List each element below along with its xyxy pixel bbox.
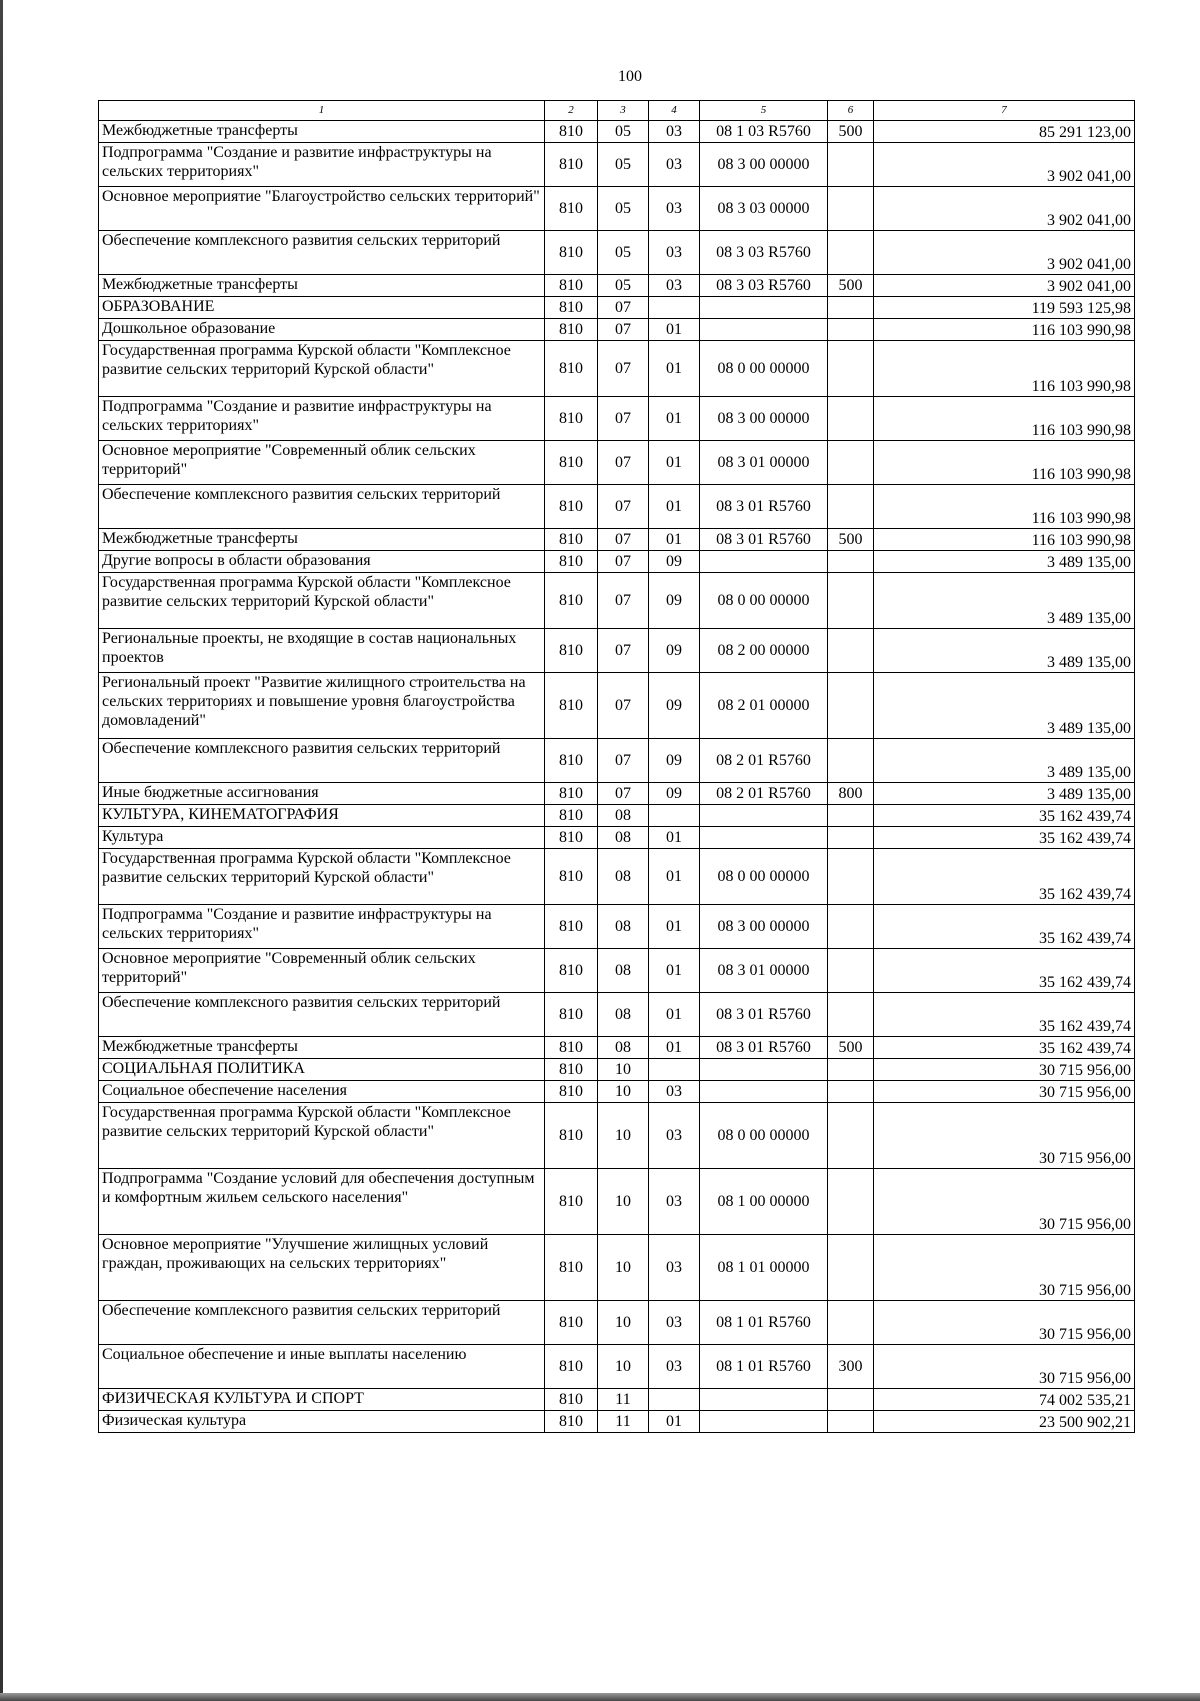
item-name: Обеспечение комплексного развития сельских территорий — [99, 485, 545, 529]
expense-type-code — [828, 1301, 874, 1345]
ministry-code: 810 — [545, 1345, 598, 1389]
section-code: 05 — [598, 231, 649, 275]
expense-type-code: 500 — [828, 529, 874, 551]
subsection-code: 03 — [649, 1103, 700, 1169]
subsection-code: 09 — [649, 673, 700, 739]
section-code: 08 — [598, 949, 649, 993]
subsection-code: 03 — [649, 143, 700, 187]
column-number: 3 — [598, 101, 649, 121]
subsection-code: 01 — [649, 993, 700, 1037]
target-item-code: 08 3 03 R5760 — [700, 231, 828, 275]
expense-type-code — [828, 827, 874, 849]
section-code: 10 — [598, 1169, 649, 1235]
item-name: Иные бюджетные ассигнования — [99, 783, 545, 805]
target-item-code: 08 3 01 R5760 — [700, 485, 828, 529]
item-name: Физическая культура — [99, 1411, 545, 1433]
subsection-code: 01 — [649, 485, 700, 529]
item-name: Другие вопросы в области образования — [99, 551, 545, 573]
ministry-code: 810 — [545, 1169, 598, 1235]
amount: 3 902 041,00 — [874, 275, 1135, 297]
item-name: Основное мероприятие "Современный облик сельских территорий" — [99, 441, 545, 485]
expense-type-code — [828, 1059, 874, 1081]
amount: 116 103 990,98 — [874, 441, 1135, 485]
table-row — [99, 573, 1135, 629]
section-code: 05 — [598, 187, 649, 231]
item-name: Подпрограмма "Создание условий для обеспечения доступным и комфортным жильем сельского населения" — [99, 1169, 545, 1235]
ministry-code: 810 — [545, 297, 598, 319]
ministry-code: 810 — [545, 573, 598, 629]
target-item-code: 08 1 01 00000 — [700, 1235, 828, 1301]
subsection-code: 01 — [649, 827, 700, 849]
target-item-code: 08 0 00 00000 — [700, 341, 828, 397]
expense-type-code — [828, 551, 874, 573]
item-name: Дошкольное образование — [99, 319, 545, 341]
target-item-code: 08 0 00 00000 — [700, 849, 828, 905]
item-name: Государственная программа Курской области "Комплексное развитие сельских территорий Курской области" — [99, 573, 545, 629]
target-item-code: 08 3 01 R5760 — [700, 993, 828, 1037]
section-code: 10 — [598, 1081, 649, 1103]
amount: 3 489 135,00 — [874, 783, 1135, 805]
item-name: Основное мероприятие "Современный облик сельских территорий" — [99, 949, 545, 993]
section-code: 07 — [598, 629, 649, 673]
target-item-code: 08 0 00 00000 — [700, 1103, 828, 1169]
target-item-code — [700, 1411, 828, 1433]
amount: 3 902 041,00 — [874, 143, 1135, 187]
table-row — [99, 143, 1135, 187]
ministry-code: 810 — [545, 551, 598, 573]
subsection-code: 01 — [649, 949, 700, 993]
table-row — [99, 905, 1135, 949]
subsection-code: 03 — [649, 1169, 700, 1235]
ministry-code: 810 — [545, 1037, 598, 1059]
section-code: 11 — [598, 1411, 649, 1433]
item-name: Межбюджетные трансферты — [99, 1037, 545, 1059]
subsection-code: 09 — [649, 551, 700, 573]
section-code: 08 — [598, 993, 649, 1037]
target-item-code — [700, 1081, 828, 1103]
section-code: 07 — [598, 397, 649, 441]
target-item-code: 08 1 01 R5760 — [700, 1301, 828, 1345]
ministry-code: 810 — [545, 827, 598, 849]
amount: 35 162 439,74 — [874, 805, 1135, 827]
target-item-code — [700, 297, 828, 319]
expense-type-code — [828, 441, 874, 485]
ministry-code: 810 — [545, 441, 598, 485]
subsection-code: 09 — [649, 739, 700, 783]
target-item-code — [700, 827, 828, 849]
target-item-code — [700, 319, 828, 341]
amount: 30 715 956,00 — [874, 1103, 1135, 1169]
target-item-code: 08 3 01 00000 — [700, 949, 828, 993]
section-code: 10 — [598, 1103, 649, 1169]
subsection-code: 03 — [649, 1081, 700, 1103]
expense-type-code — [828, 573, 874, 629]
table-row — [99, 341, 1135, 397]
table-row — [99, 1037, 1135, 1059]
subsection-code: 03 — [649, 1235, 700, 1301]
expense-type-code — [828, 187, 874, 231]
item-name: Государственная программа Курской области "Комплексное развитие сельских территорий Курской области" — [99, 1103, 545, 1169]
expense-type-code — [828, 231, 874, 275]
ministry-code: 810 — [545, 1103, 598, 1169]
subsection-code: 01 — [649, 319, 700, 341]
subsection-code: 09 — [649, 629, 700, 673]
section-code: 07 — [598, 341, 649, 397]
table-row — [99, 529, 1135, 551]
ministry-code: 810 — [545, 905, 598, 949]
item-name: КУЛЬТУРА, КИНЕМАТОГРАФИЯ — [99, 805, 545, 827]
table-row — [99, 297, 1135, 319]
target-item-code: 08 2 01 R5760 — [700, 783, 828, 805]
section-code: 07 — [598, 739, 649, 783]
table-row — [99, 739, 1135, 783]
expense-type-code — [828, 805, 874, 827]
ministry-code: 810 — [545, 1389, 598, 1411]
column-number: 2 — [545, 101, 598, 121]
ministry-code: 810 — [545, 1411, 598, 1433]
subsection-code: 09 — [649, 573, 700, 629]
subsection-code: 01 — [649, 341, 700, 397]
item-name: Обеспечение комплексного развития сельских территорий — [99, 1301, 545, 1345]
expense-type-code — [828, 673, 874, 739]
item-name: Региональный проект "Развитие жилищного строительства на сельских территориях и повышение уровня благоустройства домовладений" — [99, 673, 545, 739]
table-row — [99, 1081, 1135, 1103]
target-item-code — [700, 805, 828, 827]
subsection-code — [649, 297, 700, 319]
amount: 116 103 990,98 — [874, 485, 1135, 529]
amount: 30 715 956,00 — [874, 1301, 1135, 1345]
table-row — [99, 397, 1135, 441]
amount: 30 715 956,00 — [874, 1059, 1135, 1081]
budget-table — [98, 100, 1135, 1433]
expense-type-code — [828, 397, 874, 441]
expense-type-code — [828, 739, 874, 783]
section-code: 07 — [598, 485, 649, 529]
target-item-code: 08 3 00 00000 — [700, 397, 828, 441]
expense-type-code — [828, 341, 874, 397]
amount: 74 002 535,21 — [874, 1389, 1135, 1411]
table-row — [99, 551, 1135, 573]
expense-type-code — [828, 949, 874, 993]
target-item-code: 08 3 00 00000 — [700, 905, 828, 949]
table-row — [99, 1235, 1135, 1301]
subsection-code — [649, 805, 700, 827]
subsection-code: 03 — [649, 187, 700, 231]
expense-type-code: 500 — [828, 275, 874, 297]
table-row — [99, 121, 1135, 143]
target-item-code: 08 0 00 00000 — [700, 573, 828, 629]
expense-type-code — [828, 485, 874, 529]
target-item-code: 08 3 01 00000 — [700, 441, 828, 485]
item-name: ОБРАЗОВАНИЕ — [99, 297, 545, 319]
amount: 30 715 956,00 — [874, 1345, 1135, 1389]
target-item-code: 08 3 01 R5760 — [700, 1037, 828, 1059]
amount: 3 489 135,00 — [874, 573, 1135, 629]
amount: 35 162 439,74 — [874, 993, 1135, 1037]
table-row — [99, 1301, 1135, 1345]
ministry-code: 810 — [545, 143, 598, 187]
expense-type-code: 500 — [828, 1037, 874, 1059]
expense-type-code — [828, 1169, 874, 1235]
column-number: 7 — [874, 101, 1135, 121]
target-item-code: 08 2 01 R5760 — [700, 739, 828, 783]
item-name: Региональные проекты, не входящие в состав национальных проектов — [99, 629, 545, 673]
section-code: 07 — [598, 573, 649, 629]
subsection-code: 01 — [649, 441, 700, 485]
amount: 35 162 439,74 — [874, 905, 1135, 949]
expense-type-code — [828, 1103, 874, 1169]
expense-type-code — [828, 1389, 874, 1411]
amount: 85 291 123,00 — [874, 121, 1135, 143]
item-name: Подпрограмма "Создание и развитие инфраструктуры на сельских территориях" — [99, 397, 545, 441]
section-code: 10 — [598, 1059, 649, 1081]
table-row — [99, 1169, 1135, 1235]
table-row — [99, 485, 1135, 529]
expense-type-code — [828, 319, 874, 341]
amount: 35 162 439,74 — [874, 1037, 1135, 1059]
column-number: 1 — [99, 101, 545, 121]
ministry-code: 810 — [545, 783, 598, 805]
ministry-code: 810 — [545, 673, 598, 739]
item-name: Социальное обеспечение и иные выплаты населению — [99, 1345, 545, 1389]
amount: 3 489 135,00 — [874, 673, 1135, 739]
target-item-code: 08 1 03 R5760 — [700, 121, 828, 143]
target-item-code — [700, 1059, 828, 1081]
section-code: 07 — [598, 551, 649, 573]
scan-edge-left — [0, 0, 3, 1701]
target-item-code: 08 1 01 R5760 — [700, 1345, 828, 1389]
target-item-code: 08 1 00 00000 — [700, 1169, 828, 1235]
item-name: Межбюджетные трансферты — [99, 275, 545, 297]
table-row — [99, 673, 1135, 739]
section-code: 08 — [598, 805, 649, 827]
expense-type-code: 500 — [828, 121, 874, 143]
amount: 119 593 125,98 — [874, 297, 1135, 319]
section-code: 11 — [598, 1389, 649, 1411]
amount: 35 162 439,74 — [874, 949, 1135, 993]
table-row — [99, 1389, 1135, 1411]
ministry-code: 810 — [545, 121, 598, 143]
amount: 30 715 956,00 — [874, 1169, 1135, 1235]
table-row — [99, 805, 1135, 827]
ministry-code: 810 — [545, 231, 598, 275]
table-row — [99, 1103, 1135, 1169]
item-name: Социальное обеспечение населения — [99, 1081, 545, 1103]
expense-type-code — [828, 905, 874, 949]
subsection-code: 03 — [649, 275, 700, 297]
ministry-code: 810 — [545, 1059, 598, 1081]
subsection-code: 03 — [649, 1301, 700, 1345]
section-code: 08 — [598, 905, 649, 949]
table-row — [99, 949, 1135, 993]
subsection-code — [649, 1059, 700, 1081]
item-name: СОЦИАЛЬНАЯ ПОЛИТИКА — [99, 1059, 545, 1081]
amount: 3 489 135,00 — [874, 629, 1135, 673]
ministry-code: 810 — [545, 1081, 598, 1103]
item-name: Подпрограмма "Создание и развитие инфраструктуры на сельских территориях" — [99, 905, 545, 949]
item-name: Государственная программа Курской области "Комплексное развитие сельских территорий Курской области" — [99, 341, 545, 397]
target-item-code: 08 3 03 00000 — [700, 187, 828, 231]
expense-type-code — [828, 143, 874, 187]
section-code: 07 — [598, 441, 649, 485]
item-name: Обеспечение комплексного развития сельских территорий — [99, 231, 545, 275]
ministry-code: 810 — [545, 1301, 598, 1345]
amount: 3 489 135,00 — [874, 551, 1135, 573]
page-number: 100 — [618, 68, 642, 85]
item-name: Обеспечение комплексного развития сельских территорий — [99, 993, 545, 1037]
subsection-code: 03 — [649, 121, 700, 143]
expense-type-code: 800 — [828, 783, 874, 805]
subsection-code: 03 — [649, 1345, 700, 1389]
section-code: 05 — [598, 143, 649, 187]
amount: 116 103 990,98 — [874, 397, 1135, 441]
ministry-code: 810 — [545, 993, 598, 1037]
expense-type-code — [828, 629, 874, 673]
section-code: 07 — [598, 319, 649, 341]
item-name: Межбюджетные трансферты — [99, 121, 545, 143]
section-code: 07 — [598, 783, 649, 805]
item-name: ФИЗИЧЕСКАЯ КУЛЬТУРА И СПОРТ — [99, 1389, 545, 1411]
section-code: 05 — [598, 275, 649, 297]
section-code: 10 — [598, 1301, 649, 1345]
item-name: Обеспечение комплексного развития сельских территорий — [99, 739, 545, 783]
amount: 30 715 956,00 — [874, 1235, 1135, 1301]
subsection-code: 01 — [649, 529, 700, 551]
target-item-code: 08 3 01 R5760 — [700, 529, 828, 551]
target-item-code: 08 3 00 00000 — [700, 143, 828, 187]
item-name: Государственная программа Курской области "Комплексное развитие сельских территорий Курской области" — [99, 849, 545, 905]
ministry-code: 810 — [545, 805, 598, 827]
amount: 30 715 956,00 — [874, 1081, 1135, 1103]
section-code: 10 — [598, 1235, 649, 1301]
target-item-code: 08 2 01 00000 — [700, 673, 828, 739]
expense-type-code — [828, 849, 874, 905]
table-row — [99, 275, 1135, 297]
section-code: 08 — [598, 1037, 649, 1059]
section-code: 07 — [598, 297, 649, 319]
subsection-code: 01 — [649, 1037, 700, 1059]
ministry-code: 810 — [545, 739, 598, 783]
amount: 3 489 135,00 — [874, 739, 1135, 783]
expense-type-code: 300 — [828, 1345, 874, 1389]
column-number: 6 — [828, 101, 874, 121]
amount: 116 103 990,98 — [874, 319, 1135, 341]
ministry-code: 810 — [545, 187, 598, 231]
table-row — [99, 827, 1135, 849]
target-item-code: 08 3 03 R5760 — [700, 275, 828, 297]
amount: 35 162 439,74 — [874, 827, 1135, 849]
subsection-code: 03 — [649, 231, 700, 275]
expense-type-code — [828, 1411, 874, 1433]
table-row — [99, 993, 1135, 1037]
item-name: Основное мероприятие "Улучшение жилищных условий граждан, проживающих на сельских территориях" — [99, 1235, 545, 1301]
ministry-code: 810 — [545, 949, 598, 993]
amount: 3 902 041,00 — [874, 231, 1135, 275]
subsection-code: 01 — [649, 1411, 700, 1433]
subsection-code — [649, 1389, 700, 1411]
column-number: 4 — [649, 101, 700, 121]
table-row — [99, 849, 1135, 905]
item-name: Основное мероприятие "Благоустройство сельских территорий" — [99, 187, 545, 231]
ministry-code: 810 — [545, 529, 598, 551]
column-number-row — [99, 101, 1135, 121]
subsection-code: 01 — [649, 905, 700, 949]
target-item-code — [700, 551, 828, 573]
section-code: 07 — [598, 673, 649, 739]
column-number: 5 — [700, 101, 828, 121]
section-code: 10 — [598, 1345, 649, 1389]
table-row — [99, 629, 1135, 673]
table-row — [99, 1345, 1135, 1389]
table-row — [99, 1411, 1135, 1433]
ministry-code: 810 — [545, 629, 598, 673]
ministry-code: 810 — [545, 275, 598, 297]
expense-type-code — [828, 993, 874, 1037]
amount: 116 103 990,98 — [874, 341, 1135, 397]
item-name: Межбюджетные трансферты — [99, 529, 545, 551]
amount: 3 902 041,00 — [874, 187, 1135, 231]
target-item-code: 08 2 00 00000 — [700, 629, 828, 673]
ministry-code: 810 — [545, 485, 598, 529]
table-row — [99, 441, 1135, 485]
expense-type-code — [828, 297, 874, 319]
table-row — [99, 783, 1135, 805]
expense-type-code — [828, 1081, 874, 1103]
section-code: 05 — [598, 121, 649, 143]
table-row — [99, 1059, 1135, 1081]
table-row — [99, 187, 1135, 231]
amount: 35 162 439,74 — [874, 849, 1135, 905]
ministry-code: 810 — [545, 319, 598, 341]
item-name: Подпрограмма "Создание и развитие инфраструктуры на сельских территориях" — [99, 143, 545, 187]
ministry-code: 810 — [545, 1235, 598, 1301]
subsection-code: 09 — [649, 783, 700, 805]
ministry-code: 810 — [545, 341, 598, 397]
subsection-code: 01 — [649, 397, 700, 441]
expense-type-code — [828, 1235, 874, 1301]
amount: 116 103 990,98 — [874, 529, 1135, 551]
ministry-code: 810 — [545, 849, 598, 905]
item-name: Культура — [99, 827, 545, 849]
table-row — [99, 231, 1135, 275]
scan-edge-bottom — [0, 1693, 1200, 1701]
section-code: 08 — [598, 827, 649, 849]
subsection-code: 01 — [649, 849, 700, 905]
ministry-code: 810 — [545, 397, 598, 441]
section-code: 07 — [598, 529, 649, 551]
amount: 23 500 902,21 — [874, 1411, 1135, 1433]
target-item-code — [700, 1389, 828, 1411]
table-row — [99, 319, 1135, 341]
section-code: 08 — [598, 849, 649, 905]
